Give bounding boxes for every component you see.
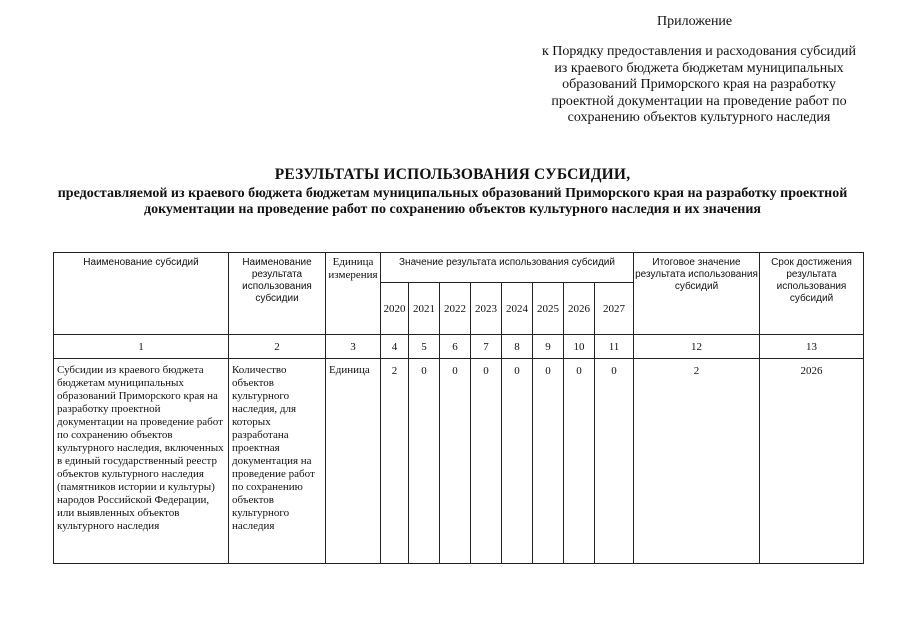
appendix-label: Приложение — [657, 14, 733, 29]
column-number: 2 — [229, 335, 326, 359]
column-number: 13 — [760, 335, 864, 359]
table-row — [54, 359, 864, 564]
document-subtitle: предоставляемой из краевого бюджета бюджетам муниципальных образований Приморского края на разработку проектной документации на проведение работ по сохранению объектов культурного наследия и их значения — [57, 186, 848, 217]
column-number: 3 — [326, 335, 381, 359]
row-value: 0 — [440, 359, 471, 564]
column-number: 8 — [502, 335, 533, 359]
document-title: РЕЗУЛЬТАТЫ ИСПОЛЬЗОВАНИЯ СУБСИДИИ, — [274, 166, 631, 183]
row-value: 0 — [502, 359, 533, 564]
column-number: 6 — [440, 335, 471, 359]
column-number: 12 — [634, 335, 760, 359]
header-values-group: Значение результата использования субсидий — [381, 253, 634, 283]
row-value: 0 — [471, 359, 502, 564]
row-value: 0 — [595, 359, 634, 564]
row-value: 0 — [564, 359, 595, 564]
column-number: 5 — [409, 335, 440, 359]
row-value: 0 — [409, 359, 440, 564]
header-result-name: Наименование результата использования субсидии — [229, 253, 326, 335]
header-subsidy-name: Наименование субсидий — [54, 253, 229, 335]
row-result-name: Количество объектов культурного наследия, для которых разработана проектная документация на проведение работ по сохранению объектов культурного наследия — [229, 359, 326, 564]
column-number: 7 — [471, 335, 502, 359]
year-header: 2024 — [502, 283, 533, 335]
table-header-row — [54, 253, 864, 283]
row-value: 2 — [381, 359, 409, 564]
row-unit: Единица — [326, 359, 381, 564]
header-deadline: Срок достижения результата использования субсидий — [760, 253, 864, 335]
column-number: 9 — [533, 335, 564, 359]
column-number-row — [54, 335, 864, 359]
year-header: 2022 — [440, 283, 471, 335]
column-number: 4 — [381, 335, 409, 359]
year-header: 2021 — [409, 283, 440, 335]
year-header: 2026 — [564, 283, 595, 335]
row-subsidy-name: Субсидии из краевого бюджета бюджетам муниципальных образований Приморского края на разработку проектной документации на проведение работ по сохранению объектов культурного наследия, включенных в единый государственный реестр объектов культурного наследия (памятников истории и культуры) народов Российской Федерации, или выявленных объектов культурного наследия — [54, 359, 229, 564]
row-deadline: 2026 — [760, 359, 864, 564]
year-header: 2025 — [533, 283, 564, 335]
column-number: 11 — [595, 335, 634, 359]
appendix-description: к Порядку предоставления и расходования субсидий из краевого бюджета бюджетам муниципальных образований Приморского края на разработку проектной документации на проведение работ по сохранению объектов культурного наследия — [541, 44, 857, 125]
year-header: 2023 — [471, 283, 502, 335]
year-header: 2027 — [595, 283, 634, 335]
row-value: 0 — [533, 359, 564, 564]
column-number: 10 — [564, 335, 595, 359]
column-number: 1 — [54, 335, 229, 359]
year-header: 2020 — [381, 283, 409, 335]
results-table — [53, 252, 864, 564]
header-unit: Единица измерения — [326, 253, 381, 335]
row-total: 2 — [634, 359, 760, 564]
header-total: Итоговое значение результата использования субсидий — [634, 253, 760, 335]
